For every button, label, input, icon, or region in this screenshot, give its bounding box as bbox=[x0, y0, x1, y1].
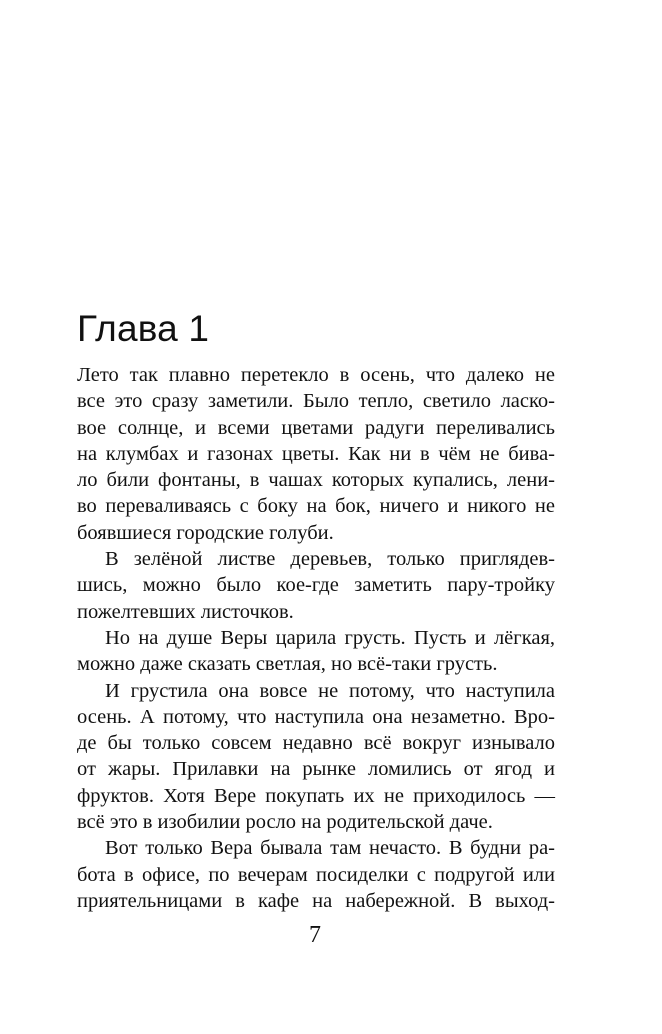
chapter-body bbox=[77, 362, 555, 914]
text-line: Но на душе Веры царила грусть. Пусть и лёгкая, bbox=[105, 626, 555, 649]
chapter-title: Глава 1 bbox=[77, 308, 210, 349]
text-line: Лето так плавно перетекло в осень, что далеко не bbox=[77, 364, 555, 386]
text-line: на клумбах и газонах цветы. Как ни в чём не бива- bbox=[77, 442, 555, 465]
text-line: фруктов. Хотя Вере покупать их не приходилось — bbox=[77, 784, 555, 807]
text-line: вое солнце, и всеми цветами радуги переливались bbox=[77, 416, 555, 439]
text-line: все это сразу заметили. Было тепло, светило ласко- bbox=[77, 390, 555, 413]
text-line: ло били фонтаны, в чашах которых купались, лени- bbox=[77, 469, 555, 492]
text-line: В зелёной листве деревьев, только приглядев- bbox=[105, 548, 555, 571]
text-line: всё это в изобилии росло на родительской даче. bbox=[77, 811, 493, 834]
text-line: пожелтевших листочков. bbox=[77, 600, 294, 623]
text-line: приятельницами в кафе на набережной. В выход- bbox=[77, 889, 555, 912]
page-number: 7 bbox=[309, 922, 321, 948]
text-line: де бы только совсем недавно всё вокруг изнывало bbox=[77, 732, 555, 755]
text-line: И грустила она вовсе не потому, что наступила bbox=[105, 679, 555, 702]
text-line: осень. А потому, что наступила она незаметно. Вро- bbox=[77, 705, 555, 728]
text-line: можно даже сказать светлая, но всё-таки грусть. bbox=[77, 653, 498, 676]
text-line: боявшиеся городские голуби. bbox=[77, 521, 334, 544]
text-line: от жары. Прилавки на рынке ломились от ягод и bbox=[77, 758, 555, 781]
text-line: Вот только Вера бывала там нечасто. В будни ра- bbox=[105, 837, 555, 860]
text-line: бота в офисе, по вечерам посиделки с подругой или bbox=[77, 863, 555, 886]
text-line: шись, можно было кое-где заметить пару-тройку bbox=[77, 574, 555, 597]
text-line: во переваливаясь с боку на бок, ничего и никого не bbox=[77, 495, 555, 518]
